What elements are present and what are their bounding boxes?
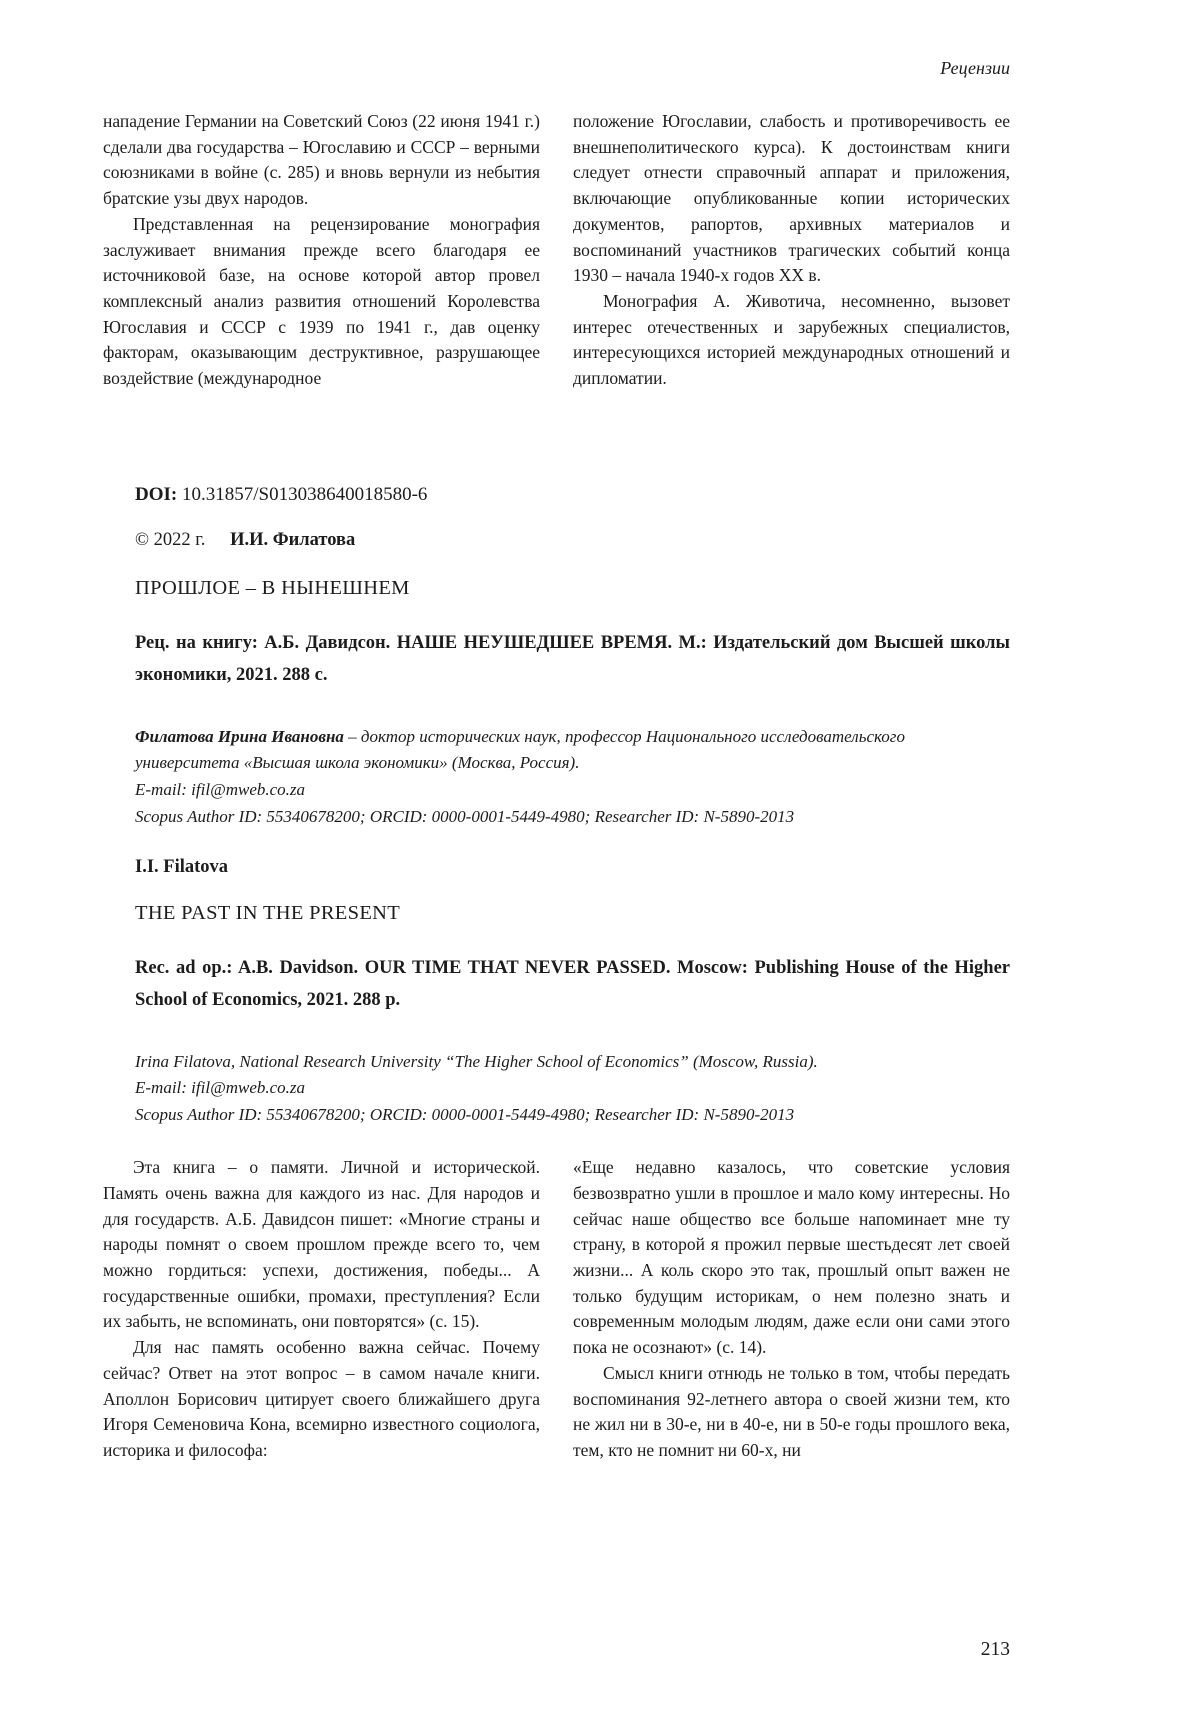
page-number: 213	[980, 1639, 1010, 1660]
author-name-en: I.I. Filatova	[135, 856, 229, 877]
previous-review-continuation	[103, 109, 1010, 392]
doi-line	[135, 484, 1010, 506]
paragraph: «Еще недавно казалось, что советские условия безвозвратно ушли в прошлое и мало кому интересны. Но сейчас наше общество все больше напоминает мне ту страну, в которой я прожил первые шестьдесят лет своей жизни... А коль скоро это так, прошлый опыт важен не только будущим историкам, о нем полезно знать и современным молодым людям, даже если они сами этого пока не осознают» (с. 14).	[573, 1157, 1010, 1358]
author-email: E-mail: ifil@mweb.co.za	[135, 780, 306, 800]
body-right-column	[573, 1155, 1010, 1464]
article-title-en: THE PAST IN THE PRESENT	[135, 901, 401, 924]
author-affiliation-ru	[135, 724, 1010, 831]
paragraph: Представленная на рецензирование монография заслуживает внимания прежде всего благодаря ее источниковой базе, на основе которой автор провел комплексный анализ развития отношений Королевства Югославия и СССР с 1939 по 1941 г., дав оценку факторам, оказывающим деструктивное, разрушающее воздействие (международное	[103, 213, 540, 389]
doi-value: 10.31857/S013038640018580-6	[181, 483, 428, 505]
copyright-year: © 2022 г.	[135, 529, 206, 550]
author-ids: Scopus Author ID: 55340678200; ORCID: 0000-0001-5449-4980; Researcher ID: N-5890-2013	[135, 1105, 795, 1125]
review-body	[103, 1155, 1010, 1464]
author-full-name-ru: Филатова Ирина Ивановна	[135, 726, 344, 746]
paragraph: Для нас память особенно важна сейчас. Почему сейчас? Ответ на этот вопрос – в самом начале книги. Аполлон Борисович цитирует своего ближайшего друга Игоря Семеновича Кона, всемирно известного социолога, историка и философа:	[103, 1337, 540, 1461]
top-left-column	[103, 109, 540, 392]
author-affiliation-en	[135, 1049, 1010, 1130]
review-header-block	[103, 484, 1010, 1129]
affiliation-line	[135, 724, 1010, 778]
author-name-ru: И.И. Филатова	[230, 529, 356, 550]
running-head-section: Рецензии	[940, 58, 1010, 78]
paragraph: положение Югославии, слабость и противоречивость ее внешнеполитического курса). К достоинствам книги следует отнести справочный аппарат и приложения, включающие опубликованные копии исторических документов, рапортов, архивных материалов и воспоминаний участников трагических событий конца 1930 – начала 1940-х годов XX в.	[573, 111, 1010, 286]
reviewed-book-citation-ru: Рец. на книгу: А.Б. Давидсон. НАШЕ НЕУШЕДШЕЕ ВРЕМЯ. М.: Издательский дом Высшей школы экономики, 2021. 288 с.	[135, 632, 1010, 685]
paragraph: Монография А. Животича, несомненно, вызовет интерес отечественных и зарубежных специалистов, интересующихся историей международных отношений и дипломатии.	[573, 291, 1010, 389]
paragraph: Эта книга – о памяти. Личной и исторической. Память очень важна для каждого из нас. Для народов и для государств. А.Б. Давидсон пишет: «Многие страны и народы помнят о своем прошлом прежде всего то, чем можно гордиться: успехи, достижения, победы... А государственные ошибки, промахи, преступления? Если их забыть, не вспоминать, они повторятся» (с. 15).	[103, 1157, 540, 1332]
affiliation-text-en: Irina Filatova, National Research University “The Higher School of Economics” (Moscow, Russia).	[135, 1051, 818, 1071]
paragraph: Смысл книги отнюдь не только в том, чтобы передать воспоминания 92-летнего автора о своей жизни тем, кто не жил ни в 30-е, ни в 40-е, ни в 50-е годы прошлого века, тем, кто не помнит ни 60-х, ни	[573, 1362, 1010, 1461]
article-title-ru: ПРОШЛОЕ – В НЫНЕШНЕМ	[135, 576, 410, 599]
top-right-column	[573, 109, 1010, 392]
paragraph: нападение Германии на Советский Союз (22 июня 1941 г.) сделали два государства – Югославию и СССР – верными союзниками в войне (с. 285) и вновь вернули из небытия братские узы двух народов.	[103, 111, 540, 209]
copyright-line	[135, 530, 1010, 551]
author-ids: Scopus Author ID: 55340678200; ORCID: 0000-0001-5449-4980; Researcher ID: N-5890-2013	[135, 807, 795, 827]
body-left-column	[103, 1155, 540, 1464]
affiliation-text-ru: – доктор исторических наук, профессор Национального исследовательского университета «Высшая школа экономики» (Москва, Россия).	[135, 726, 905, 773]
doi-label: DOI:	[135, 483, 178, 505]
reviewed-book-citation-en: Rec. ad op.: A.B. Davidson. OUR TIME THAT NEVER PASSED. Moscow: Publishing House of the Higher School of Economics, 2021. 288 p.	[135, 957, 1010, 1010]
author-email: E-mail: ifil@mweb.co.za	[135, 1078, 306, 1098]
